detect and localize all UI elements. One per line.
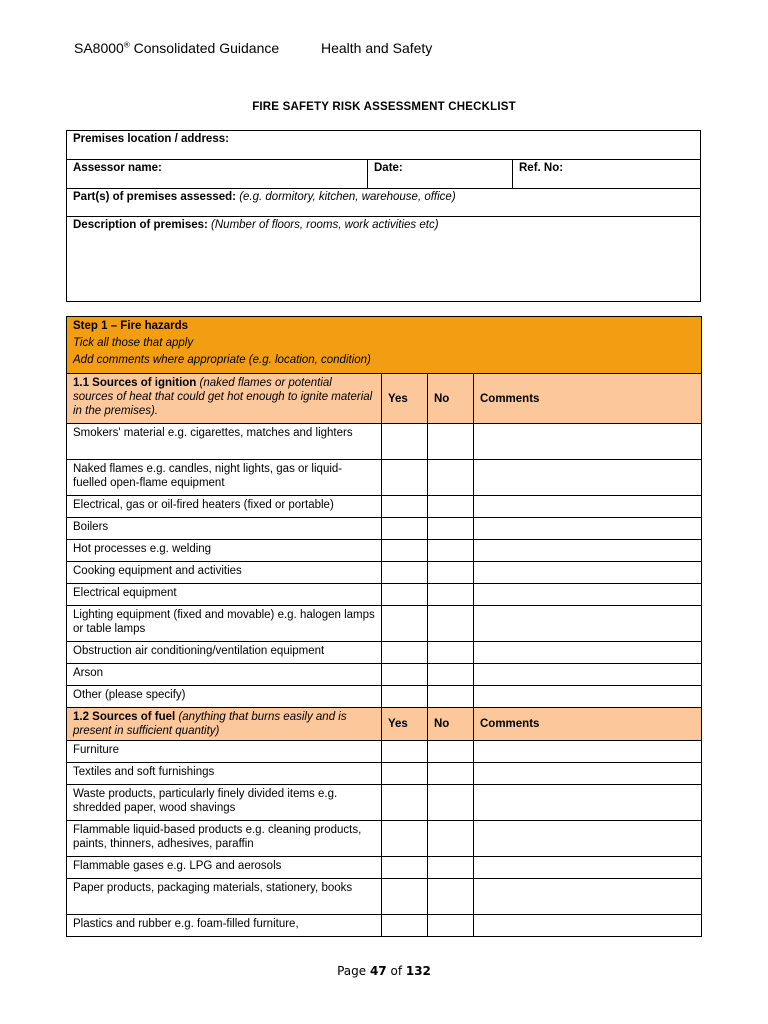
no-checkbox-cell[interactable] — [428, 785, 474, 821]
comments-cell[interactable] — [474, 424, 702, 460]
checklist-row — [67, 424, 702, 460]
section-ignition-header — [67, 374, 382, 424]
footer-prefix: Page — [337, 964, 370, 978]
date-label: Date: — [374, 162, 403, 174]
checklist-item-label: Flammable gases e.g. LPG and aerosols — [67, 857, 382, 879]
yes-checkbox-cell[interactable] — [382, 496, 428, 518]
description-hint: (Number of floors, rooms, work activities etc) — [207, 219, 439, 231]
ref-no-field[interactable] — [513, 160, 701, 189]
fire-hazards-table — [66, 316, 702, 937]
checklist-row — [67, 584, 702, 606]
checklist-item-label: Electrical equipment — [67, 584, 382, 606]
comments-cell[interactable] — [474, 763, 702, 785]
no-checkbox-cell[interactable] — [428, 584, 474, 606]
checklist-row — [67, 763, 702, 785]
checklist-item-label: Electrical, gas or oil-fired heaters (fixed or portable) — [67, 496, 382, 518]
comments-cell[interactable] — [474, 686, 702, 708]
step1-instruction-tick: Tick all those that apply — [73, 337, 194, 349]
checklist-row — [67, 857, 702, 879]
comments-cell[interactable] — [474, 584, 702, 606]
comments-cell[interactable] — [474, 562, 702, 584]
checklist-item-label: Boilers — [67, 518, 382, 540]
yes-column-header: Yes — [382, 374, 428, 424]
no-checkbox-cell[interactable] — [428, 857, 474, 879]
section-ignition-title: 1.1 Sources of ignition — [73, 377, 197, 389]
no-checkbox-cell[interactable] — [428, 821, 474, 857]
footer-middle: of — [386, 964, 406, 978]
comments-cell[interactable] — [474, 821, 702, 857]
section-fuel-header — [67, 708, 382, 741]
section-ignition-hint: (naked flames or potential sources of heat that could get hot enough to ignite material in the premises). — [73, 377, 373, 417]
current-page-number: 47 — [369, 964, 387, 978]
checklist-item-label: Paper products, packaging materials, stationery, books — [67, 879, 382, 915]
no-checkbox-cell[interactable] — [428, 763, 474, 785]
checklist-item-label: Textiles and soft furnishings — [67, 763, 382, 785]
assessor-name-label: Assessor name: — [73, 162, 162, 174]
page-footer — [0, 964, 768, 978]
comments-cell[interactable] — [474, 915, 702, 937]
yes-column-header: Yes — [382, 708, 428, 741]
page-title: FIRE SAFETY RISK ASSESSMENT CHECKLIST — [252, 101, 516, 113]
checklist-item-label: Smokers' material e.g. cigarettes, matches and lighters — [67, 424, 382, 460]
yes-checkbox-cell[interactable] — [382, 606, 428, 642]
checklist-item-label: Obstruction air conditioning/ventilation equipment — [67, 642, 382, 664]
no-checkbox-cell[interactable] — [428, 642, 474, 664]
no-checkbox-cell[interactable] — [428, 518, 474, 540]
checklist-row — [67, 562, 702, 584]
checklist-row — [67, 606, 702, 642]
parts-assessed-field[interactable] — [67, 189, 701, 217]
section-fuel-title: 1.2 Sources of fuel — [73, 711, 176, 723]
yes-checkbox-cell[interactable] — [382, 785, 428, 821]
checklist-row — [67, 664, 702, 686]
no-column-header: No — [428, 374, 474, 424]
checklist-item-label: Arson — [67, 664, 382, 686]
page-header — [74, 40, 433, 56]
checklist-row — [67, 879, 702, 915]
step1-title: Step 1 – Fire hazards — [73, 320, 189, 332]
yes-checkbox-cell[interactable] — [382, 584, 428, 606]
checklist-row — [67, 518, 702, 540]
checklist-item-label: Flammable liquid-based products e.g. cleaning products, paints, thinners, adhesives, paraffin — [67, 821, 382, 857]
comments-cell[interactable] — [474, 518, 702, 540]
yes-checkbox-cell[interactable] — [382, 518, 428, 540]
no-checkbox-cell[interactable] — [428, 741, 474, 763]
step1-header — [67, 317, 702, 374]
checklist-row — [67, 785, 702, 821]
header-left-suffix: Consolidated Guidance — [129, 40, 280, 56]
yes-checkbox-cell[interactable] — [382, 879, 428, 915]
comments-cell[interactable] — [474, 642, 702, 664]
yes-checkbox-cell[interactable] — [382, 562, 428, 584]
comments-cell[interactable] — [474, 857, 702, 879]
yes-checkbox-cell[interactable] — [382, 763, 428, 785]
no-checkbox-cell[interactable] — [428, 879, 474, 915]
comments-cell[interactable] — [474, 785, 702, 821]
premises-info-table — [66, 130, 701, 302]
yes-checkbox-cell[interactable] — [382, 664, 428, 686]
comments-cell[interactable] — [474, 879, 702, 915]
comments-cell[interactable] — [474, 460, 702, 496]
no-checkbox-cell[interactable] — [428, 540, 474, 562]
parts-assessed-label: Part(s) of premises assessed: — [73, 191, 236, 203]
checklist-row — [67, 496, 702, 518]
premises-location-field[interactable] — [67, 131, 701, 160]
checklist-item-label: Plastics and rubber e.g. foam-filled furniture, — [67, 915, 382, 937]
premises-location-label: Premises location / address: — [73, 133, 229, 145]
no-checkbox-cell[interactable] — [428, 915, 474, 937]
yes-checkbox-cell[interactable] — [382, 821, 428, 857]
no-column-header: No — [428, 708, 474, 741]
checklist-item-label: Waste products, particularly finely divided items e.g. shredded paper, wood shavings — [67, 785, 382, 821]
comments-cell[interactable] — [474, 606, 702, 642]
yes-checkbox-cell[interactable] — [382, 741, 428, 763]
yes-checkbox-cell[interactable] — [382, 915, 428, 937]
no-checkbox-cell[interactable] — [428, 562, 474, 584]
checklist-item-label: Naked flames e.g. candles, night lights, gas or liquid-fuelled open-flame equipment — [67, 460, 382, 496]
comments-cell[interactable] — [474, 741, 702, 763]
checklist-row — [67, 460, 702, 496]
comments-cell[interactable] — [474, 664, 702, 686]
no-checkbox-cell[interactable] — [428, 686, 474, 708]
registered-mark: ® — [123, 40, 130, 50]
checklist-item-label: Other (please specify) — [67, 686, 382, 708]
comments-cell[interactable] — [474, 496, 702, 518]
checklist-item-label: Hot processes e.g. welding — [67, 540, 382, 562]
checklist-item-label: Cooking equipment and activities — [67, 562, 382, 584]
assessor-name-field[interactable] — [67, 160, 368, 189]
header-right-title: Health and Safety — [321, 40, 433, 56]
header-left-title: SA8000 — [74, 40, 124, 56]
comments-cell[interactable] — [474, 540, 702, 562]
no-checkbox-cell[interactable] — [428, 606, 474, 642]
yes-checkbox-cell[interactable] — [382, 424, 428, 460]
description-field[interactable] — [67, 217, 701, 302]
yes-checkbox-cell[interactable] — [382, 540, 428, 562]
comments-column-header: Comments — [474, 374, 702, 424]
checklist-row — [67, 686, 702, 708]
checklist-item-label: Furniture — [67, 741, 382, 763]
no-checkbox-cell[interactable] — [428, 664, 474, 686]
total-page-count: 132 — [405, 964, 431, 978]
yes-checkbox-cell[interactable] — [382, 857, 428, 879]
yes-checkbox-cell[interactable] — [382, 686, 428, 708]
no-checkbox-cell[interactable] — [428, 460, 474, 496]
checklist-item-label: Lighting equipment (fixed and movable) e.g. halogen lamps or table lamps — [67, 606, 382, 642]
yes-checkbox-cell[interactable] — [382, 642, 428, 664]
no-checkbox-cell[interactable] — [428, 424, 474, 460]
step1-instruction-comments: Add comments where appropriate (e.g. location, condition) — [73, 354, 371, 366]
checklist-row — [67, 540, 702, 562]
checklist-row — [67, 642, 702, 664]
no-checkbox-cell[interactable] — [428, 496, 474, 518]
checklist-row — [67, 915, 702, 937]
checklist-row — [67, 821, 702, 857]
yes-checkbox-cell[interactable] — [382, 460, 428, 496]
ref-no-label: Ref. No: — [519, 162, 564, 174]
description-label: Description of premises: — [73, 219, 208, 231]
date-field[interactable] — [368, 160, 513, 189]
parts-assessed-hint: (e.g. dormitory, kitchen, warehouse, office) — [236, 191, 456, 203]
checklist-row — [67, 741, 702, 763]
comments-column-header: Comments — [474, 708, 702, 741]
section-fuel-hint: (anything that burns easily and is present in sufficient quantity) — [73, 711, 347, 737]
